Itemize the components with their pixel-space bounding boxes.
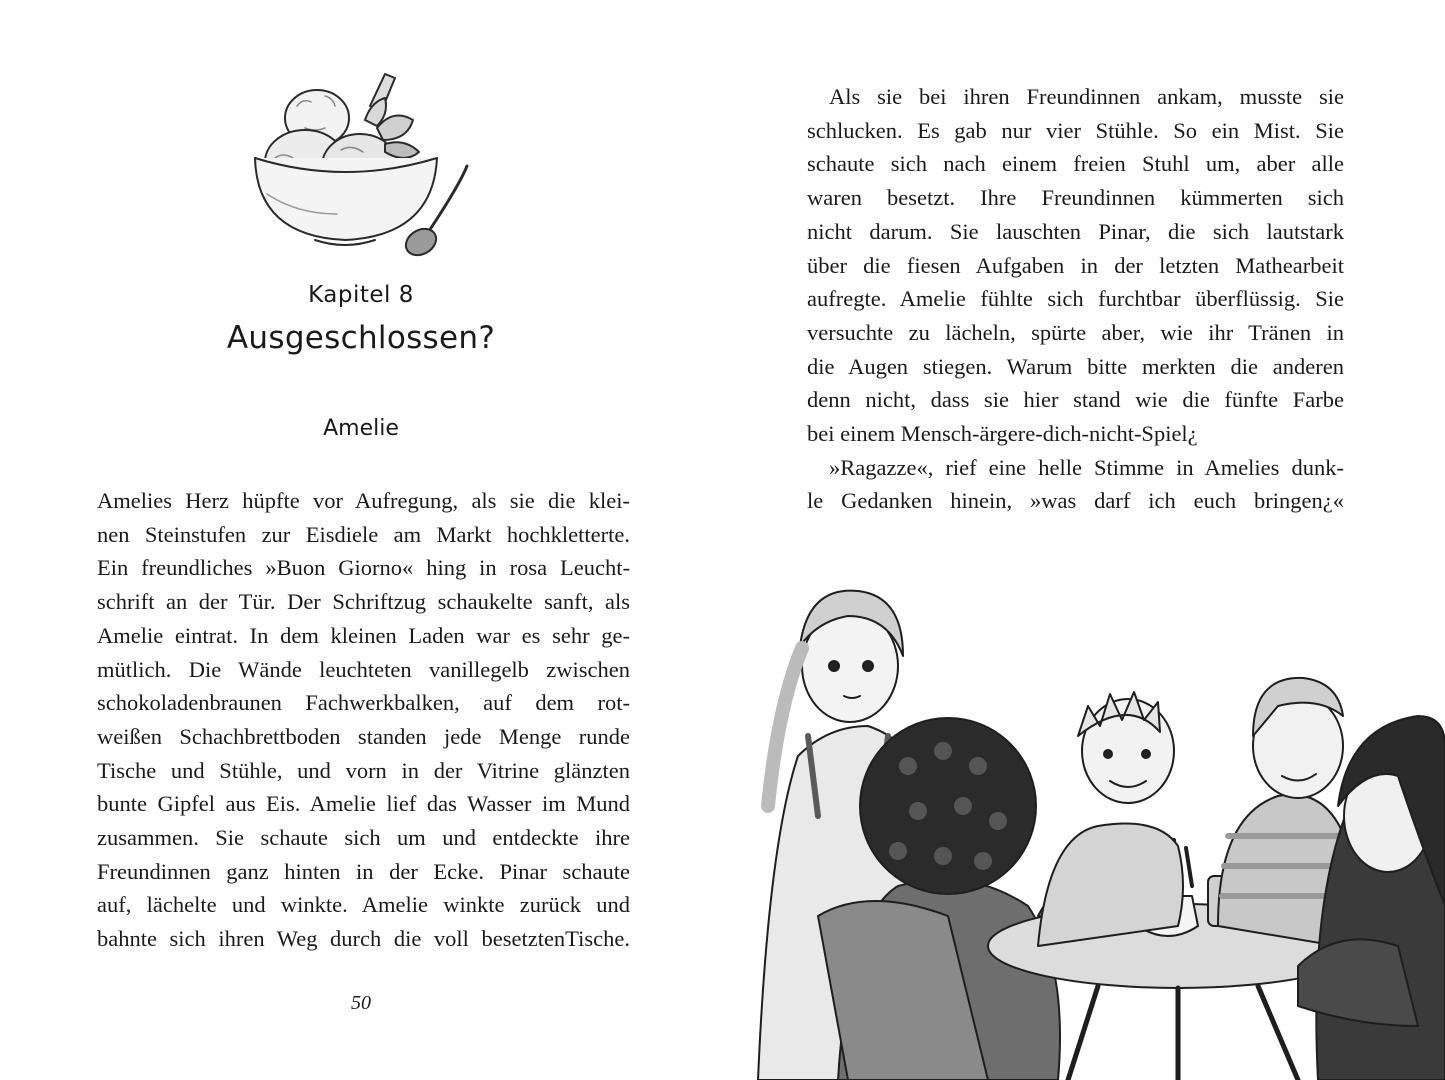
- text-line: weißen Schachbrettboden standen jede Menge runde: [97, 723, 630, 749]
- text-line: nicht darum. Sie lauschten Pinar, die sich lautstark: [807, 218, 1344, 244]
- text-line: Ein freundliches »Buon Giorno« hing in rosa Leucht-: [97, 555, 630, 581]
- page-number: 50: [351, 992, 371, 1014]
- text-line: bahnte sich ihren Weg durch die voll besetztenTische.: [97, 926, 630, 952]
- text-line: die Augen stiegen. Warum bitte merkten die anderen: [807, 353, 1344, 379]
- left-body-text: [97, 484, 630, 956]
- text-line: zusammen. Sie schaute sich um und entdeckte ihre: [97, 825, 630, 851]
- right-page: [722, 0, 1445, 1080]
- pov-character-name: Amelie: [323, 416, 399, 441]
- text-line: mütlich. Die Wände leuchteten vanillegelb zwischen: [97, 656, 630, 682]
- text-line: Als sie bei ihren Freundinnen ankam, musste sie: [829, 84, 1344, 109]
- text-line: auf, lächelte und winkte. Amelie winkte zurück und: [97, 892, 630, 918]
- chapter-title: Ausgeschlossen?: [226, 320, 496, 356]
- text-line: aufregte. Amelie fühlte sich furchtbar überflüssig. Sie: [807, 286, 1344, 312]
- text-line: schaute sich nach einem freien Stuhl um, aber alle: [807, 151, 1344, 177]
- right-body-text: [807, 80, 1344, 518]
- text-line: schrift an der Tür. Der Schriftzug schaukelte sanft, als: [97, 589, 630, 615]
- text-line: bunte Gipfel aus Eis. Amelie lief das Wasser im Mund: [97, 791, 630, 817]
- text-line: versuchte zu lächeln, spürte aber, wie ihr Tränen in: [807, 319, 1344, 345]
- text-line: Freundinnen ganz hinten in der Ecke. Pinar schaute: [97, 858, 630, 884]
- text-line: Tische und Stühle, und vorn in der Vitrine glänzten: [97, 757, 630, 783]
- girls-at-ice-cream-table-illustration: [738, 586, 1445, 1080]
- text-line: denn nicht, dass sie hier stand wie die fünfte Farbe: [807, 387, 1344, 413]
- text-line: »Ragazze«, rief eine helle Stimme in Amelies dunk-: [829, 454, 1344, 480]
- text-line: schokoladenbraunen Fachwerkbalken, auf dem rot-: [97, 690, 630, 716]
- text-line: schlucken. Es gab nur vier Stühle. So ein Mist. Sie: [807, 117, 1344, 143]
- text-line: Amelie eintrat. In dem kleinen Laden war es sehr ge-: [97, 622, 630, 648]
- text-line: nen Steinstufen zur Eisdiele am Markt hochkletterte.: [97, 521, 630, 547]
- text-line: bei einem Mensch-ärgere-dich-nicht-Spiel¿: [807, 421, 1198, 447]
- ice-cream-bowl-illustration: [245, 66, 475, 266]
- chapter-number: Kapitel 8: [308, 282, 414, 308]
- text-line: le Gedanken hinein, »was darf ich euch bringen¿«: [807, 488, 1344, 514]
- text-line: waren besetzt. Ihre Freundinnen kümmerten sich: [807, 185, 1344, 211]
- text-line: Amelies Herz hüpfte vor Aufregung, als sie die klei-: [97, 488, 630, 513]
- text-line: über die fiesen Aufgaben in der letzten Mathearbeit: [807, 252, 1344, 278]
- left-page: [0, 0, 722, 1080]
